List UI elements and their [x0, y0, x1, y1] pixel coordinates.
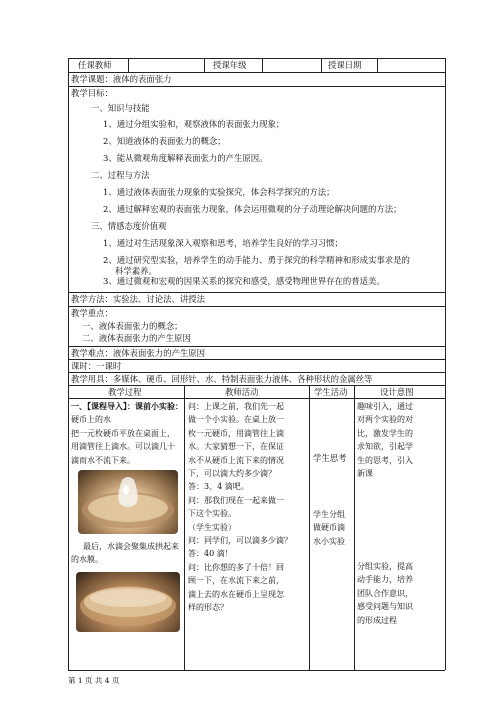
objectives-title: 教学目标： [71, 88, 113, 98]
design-intent-b [357, 560, 444, 627]
design-intent-a [357, 400, 444, 480]
objective-item: 科学素养。 [115, 266, 157, 276]
teacher-line: 问：同学们，可以滴多少滴？ [188, 536, 292, 546]
objectives-heading-3: 三、情感态度价值观 [91, 221, 167, 231]
student-activity-experiment [313, 508, 353, 548]
teaching-method: 教学方法：实验法、讨论法、讲授法 [71, 294, 205, 304]
teacher-line: 答：40 滴！ [188, 549, 233, 559]
teacher-line: 问：比你想的多了十倍！回 [188, 562, 284, 572]
header-student-activity: 学生活动 [314, 387, 348, 397]
teaching-tools: 教学用具：多媒体、硬币、回形针、水、特制表面张力液体、各种形状的金属丝等 [71, 374, 373, 384]
coin-icon [76, 572, 180, 632]
teacher-line: 答：3、4 滴吧。 [188, 482, 249, 492]
teacher-activity [188, 400, 308, 615]
teacher-line: 滴上去的水在硬币上呈现怎 [188, 589, 284, 599]
intent-line: 生的思考，引入 [357, 455, 413, 465]
key-point-item: 一、液体表面张力的概念； [82, 321, 183, 331]
objective-item: 2、知道液体的表面张力的概念； [103, 136, 226, 146]
objective-item: 3、通过微观和宏观的因果关系的探究和感受，感受物理世界存在的普适美。 [103, 276, 385, 286]
intent-line: 感受问题与知识 [357, 602, 413, 612]
water-drop-icon [78, 470, 178, 534]
intro-line: 硬币上的水 [71, 415, 111, 425]
teacher-line: 样的形态？ [188, 603, 228, 613]
student-line: 水小实验 [313, 536, 345, 546]
teacher-line: 下，可以滴大约多少滴？ [188, 469, 276, 479]
teacher-line: 做一个小实验。在桌上放一 [188, 415, 284, 425]
objective-item: 1、通过对生活现象深入观察和思考，培养学生良好的学习习惯； [103, 238, 343, 248]
student-line: 学生分组 [313, 510, 345, 519]
objective-item: 2、通过解释宏观的表面张力现象，体会运用微观的分子动理论解决问题的方法； [103, 204, 402, 214]
intent-line: 求知欲，引起学 [357, 442, 413, 452]
objective-item: 3、能从微观角度解释表面张力的产生原因。 [103, 153, 268, 163]
coin-water-drop-photo [78, 470, 178, 534]
intro-line: 用滴管往上滴水。可以滴几十 [71, 442, 175, 452]
objective-item: 2、通过研究型实验，培养学生的动手能力、勇于探究的科学精神和形成实事求是的 [103, 255, 410, 265]
intro-line: 滴而水不流下来。 [71, 455, 135, 465]
intent-line: 趣味引入，通过 [357, 402, 413, 411]
teaching-difficulty: 教学难点：液体表面张力的产生原因 [71, 348, 205, 358]
intro-line: 一、【课程导入】：课前小实验： [71, 401, 183, 411]
objective-item: 1、通过液体表面张力现象的实验探究，体会科学探究的方法； [103, 187, 335, 197]
teacher-line: 问：上课之前，我们先一起 [188, 402, 284, 411]
header-design-intent: 设计意图 [380, 387, 414, 397]
teacher-line: 水不从硬币上流下来的情况 [188, 455, 284, 465]
objectives-heading-1: 一、知识与技能 [91, 103, 150, 113]
coin-water-film-photo [76, 572, 180, 632]
teacher-line: 水。大家猜想一下，在保证 [188, 442, 284, 452]
teacher-line: 枚一元硬币，用滴管往上滴 [188, 428, 284, 438]
page-footer: 第 1 页 共 4 页 [68, 676, 120, 685]
intent-line: 对两个实验的对 [357, 415, 413, 425]
key-point-item: 二、液体表面张力的产生原因 [82, 333, 191, 343]
class-hours: 课时：一课时 [71, 361, 122, 371]
header-teacher-activity: 教师活动 [225, 387, 259, 397]
student-line: 做硬币滴 [313, 523, 345, 533]
student-activity-think: 学生思考 [313, 453, 347, 463]
teacher-line: 下这个实验。 [188, 509, 236, 519]
objectives-heading-2: 二、过程与方法 [91, 170, 150, 180]
result-line: 的水膜。 [71, 555, 103, 565]
intent-line: 分组实验，提高 [357, 562, 413, 571]
result-line: 最后，水滴会聚集成拱起来 [83, 542, 179, 551]
process-intro [71, 400, 183, 467]
header-process: 教学过程 [108, 387, 142, 397]
intro-line: 把一元枚硬币平放在桌面上， [71, 428, 175, 438]
intent-line: 比，激发学生的 [357, 428, 413, 438]
key-points-title: 教学重点： [71, 308, 113, 318]
intent-line: 新课 [357, 469, 373, 479]
date-label: 授课日期 [328, 60, 362, 70]
intent-line: 动手能力，培养 [357, 575, 413, 585]
objective-item: 1、通过分组实验和，观察液体的表面张力现象； [103, 119, 285, 129]
grade-label: 授课年级 [213, 60, 247, 70]
intent-line: 的形成过程 [357, 615, 397, 625]
process-result [71, 540, 183, 567]
teacher-label: 任课教师 [78, 60, 112, 70]
intent-line: 团队合作意识， [357, 588, 413, 598]
topic: 教学课题：液体的表面张力 [71, 74, 172, 84]
teacher-line: 问：那我们现在一起来做一 [188, 495, 284, 505]
teacher-line: （学生实验） [188, 522, 236, 532]
teacher-line: 顾一下，在水流下来之前， [188, 576, 284, 586]
